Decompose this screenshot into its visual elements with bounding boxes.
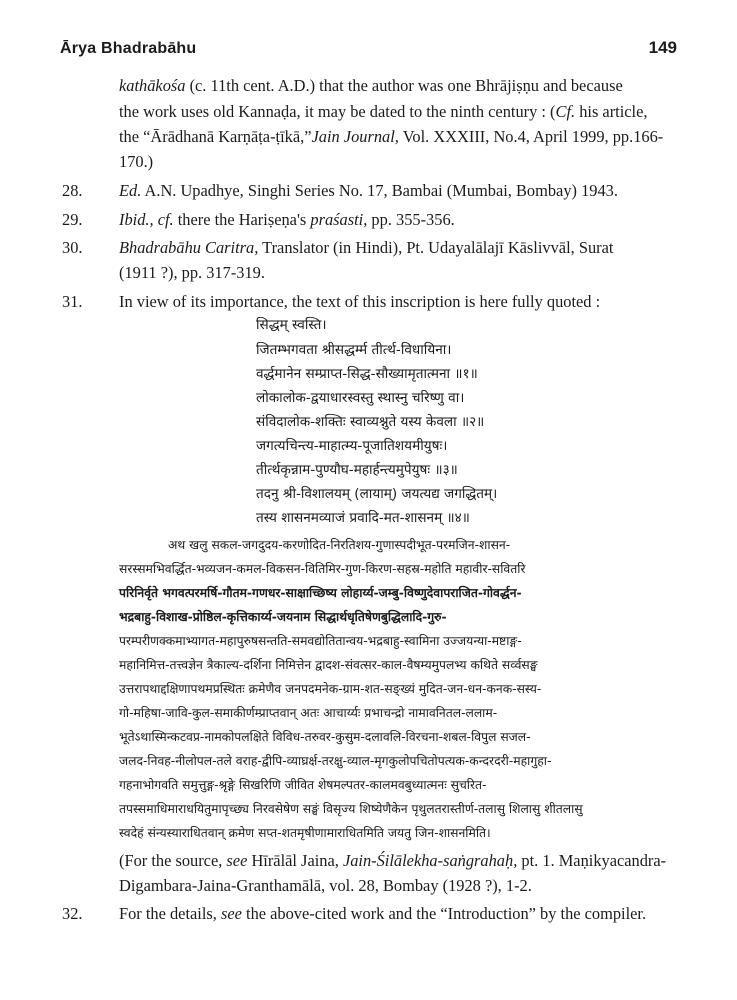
note-number: 32. bbox=[62, 904, 83, 923]
note-27-line-4: 170.) bbox=[119, 152, 154, 171]
note-number: 29. bbox=[62, 210, 83, 229]
prose-line: भूतेऽथास्मिन्कटवप्र-नामकोपलक्षिते विविध-तरुवर-कुसुम-दलावलि-विरचना-शबल-विपुल सजल- bbox=[119, 730, 531, 744]
prose-line: गो-महिषा-जावि-कुल-समाकीर्णम्प्राप्तवान् अतः आचार्य्यः प्रभाचन्द्रो नामावनितल-ललाम- bbox=[119, 706, 498, 720]
verse-line: जगत्यचिन्त्य-माहात्म्य-पूजातिशयमीयुषः। bbox=[256, 438, 448, 454]
running-title: Ārya Bhadrabāhu bbox=[60, 40, 197, 57]
note-29-text: Ibid., cf. there the Hariṣeṇa's praśasti, pp. 355-356. bbox=[119, 210, 455, 229]
prose-line: महानिमित्त-तत्त्वज्ञेन त्रैकाल्य-दर्शिना निमित्तेन द्वादश-संवत्सर-काल-वैषम्यमुपलभ्य कथिते सर्व्वसङ्घ bbox=[119, 658, 538, 672]
verse-line: तदनु श्री-विशालयम् (लायाम्) जयत्यद्य जगद्धितम्। bbox=[256, 486, 498, 502]
verse-line: तस्य शासनमव्याजं प्रवादि-मत-शासनम् ॥४॥ bbox=[256, 510, 470, 526]
note-30-text-line-2: (1911 ?), pp. 317-319. bbox=[119, 263, 265, 282]
note-27-line-2: the work uses old Kannaḍa, it may be dated to the ninth century : (Cf. his article, bbox=[119, 102, 648, 121]
prose-line: परम्परीणक्कमाभ्यागत-महापुरुषसन्तति-समवद्योतितान्वय-भद्रबाहु-स्वामिना उज्जयन्या-मष्टाङ्ग- bbox=[119, 634, 522, 648]
prose-line: उत्तरापथाद्दक्षिणापथमप्रस्थितः क्रमेणैव जनपदमनेक-ग्राम-शत-सङ्ख्यं मुदित-जन-धन-कनक-सस्य- bbox=[119, 682, 542, 696]
prose-line: भद्रबाहु-विशाख-प्रोष्ठिल-कृत्तिकार्य्य-जयनाम सिद्धार्थधृतिषेणबुद्धिलादि-गुरु- bbox=[119, 610, 447, 624]
note-number: 31. bbox=[62, 292, 83, 311]
note-number: 30. bbox=[62, 238, 83, 257]
source-citation-line-1: (For the source, see Hīrālāl Jaina, Jain-Śilālekha-saṅgrahaḥ, pt. 1. Maṇikyacandra- bbox=[119, 851, 667, 870]
verse-line: संविदालोक-शक्तिः स्वाव्यश्नुते यस्य केवला ॥२॥ bbox=[256, 414, 485, 430]
note-number: 28. bbox=[62, 181, 83, 200]
verse-line: सिद्धम् स्वस्ति। bbox=[256, 317, 327, 333]
prose-line: परिनिर्वृते भगवत्परमर्षि-गौतम-गणधर-साक्षाच्छिष्य लोहार्य्य-जम्बु-विष्णुदेवापराजित-गोवर्द्धन- bbox=[119, 586, 522, 600]
verse-line: तीर्त्थकृन्नाम-पुण्यौघ-महार्हन्त्यमुपेयुषः ॥३॥ bbox=[256, 462, 458, 478]
note-32-text: For the details, see the above-cited work and the “Introduction” by the compiler. bbox=[119, 904, 647, 923]
note-31-text: In view of its importance, the text of this inscription is here fully quoted : bbox=[119, 292, 601, 311]
verse-line: लोकालोक-द्वयाधारस्वस्तु स्थास्नु चरिष्णु वा। bbox=[256, 390, 465, 406]
note-27-line-3: the “Ārādhanā Karṇāṭa-ṭīkā,”Jain Journal, Vol. XXXIII, No.4, April 1999, pp.166- bbox=[119, 127, 664, 146]
source-citation-line-2: Digambara-Jaina-Granthamālā, vol. 28, Bombay (1928 ?), 1-2. bbox=[119, 876, 532, 895]
note-28-text: Ed. A.N. Upadhye, Singhi Series No. 17, Bambai (Mumbai, Bombay) 1943. bbox=[119, 181, 618, 200]
page-number: 149 bbox=[648, 38, 677, 57]
prose-line: स्वदेहं संन्यस्याराधितवान् क्रमेण सप्त-शतमृषीणामाराधितमिति जयतु जिन-शासनमिति। bbox=[119, 826, 491, 840]
verse-line: वर्द्धमानेन सम्प्राप्त-सिद्ध-सौख्यामृतात्मना ॥१॥ bbox=[256, 366, 478, 382]
prose-line: सरस्समभिवर्द्धित-भव्यजन-कमल-विकसन-वितिमिर-गुण-किरण-सहस्र-महोति महावीर-सवितरि bbox=[119, 562, 526, 576]
prose-line: अथ खलु सकल-जगदुदय-करणोदित-निरतिशय-गुणास्पदीभूत-परमजिन-शासन- bbox=[168, 538, 511, 552]
prose-line: जलद-निवह-नीलोपल-तले वराह-द्वीपि-व्याघ्रर्क्ष-तरक्षु-व्याल-मृगकुलोपचितोपत्यक-कन्दरदरी-महागुहा- bbox=[119, 754, 552, 768]
verse-line: जितम्भगवता श्रीसद्धर्म्म तीर्त्थ-विधायिना। bbox=[256, 342, 452, 358]
prose-line: तपस्समाधिमाराधयितुमापृच्छ्य निरवसेषेण सङ्घं विसृज्य शिष्येणैकेन पृथुलतरास्तीर्ण-तलासु शिलासु शीतलासु bbox=[119, 802, 583, 816]
note-27-line-1: kathākośa (c. 11th cent. A.D.) that the author was one Bhrājiṣṇu and because bbox=[119, 76, 623, 95]
note-30-text: Bhadrabāhu Caritra, Translator (in Hindi), Pt. Udayalālajī Kāslivvāl, Surat bbox=[119, 238, 614, 257]
prose-line: गहनाभोगवति समुत्तुङ्ग-श्रृङ्गे सिखरिणि जीवित शेषमल्पतर-कालमवबुध्यात्मनः सुचरित- bbox=[119, 778, 487, 792]
